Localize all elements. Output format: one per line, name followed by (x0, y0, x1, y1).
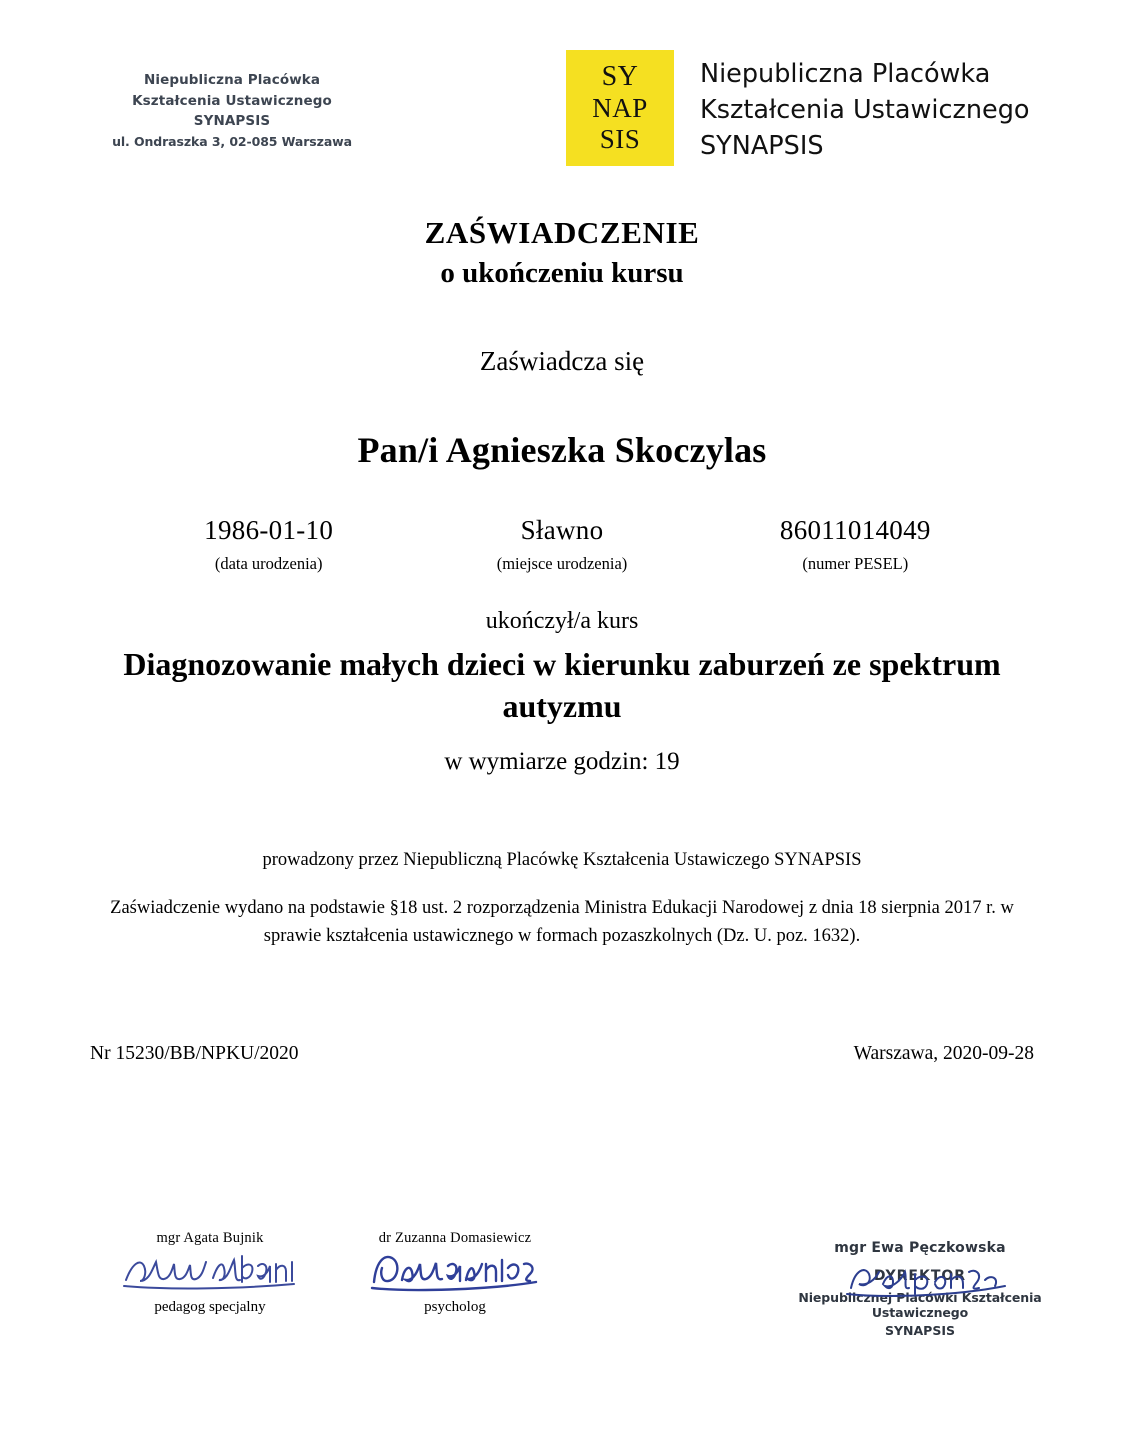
stamp-line-1: Niepubliczna Placówka (143, 72, 321, 88)
logo-mark-line-3: SIS (599, 124, 641, 154)
stamp-line-3: SYNAPSIS (193, 113, 271, 130)
signature-2-role: psycholog (424, 1299, 486, 1315)
document-number: Nr 15230/BB/NPKU/2020 (90, 1043, 299, 1064)
meta-birthplace-value: Sławno (520, 514, 604, 545)
logo-text-line-1: Niepubliczna Placówka (700, 59, 991, 89)
signature-1-handwriting (95, 1247, 325, 1293)
institution-stamp (112, 70, 352, 151)
course-hours: w wymiarze godzin: 19 (444, 747, 680, 775)
legal-basis-text: Zaświadczenie wydano na podstawie §18 ust. 2 rozporządzenia Ministra Edukacji Narodowej z dnia 18 sierpnia 2017 r. w sprawie kształcenia ustawicznego w formach pozaszkolnych (Dz. U. poz. 1632). (110, 897, 1014, 946)
recipient-name: Pan/i Agnieszka Skoczylas (357, 429, 767, 470)
logo-text-line-2: Kształcenia Ustawicznego (700, 95, 1030, 126)
place-and-date: Warszawa, 2020-09-28 (853, 1043, 1034, 1064)
certificate-body (0, 214, 1124, 950)
attest-text: Zaświadcza się (479, 345, 645, 376)
meta-birthdate-value: 1986-01-10 (204, 514, 334, 545)
synapsis-logo (566, 50, 1030, 166)
stamp-line-2: Kształcenia Ustawicznego (132, 92, 332, 109)
signature-block-1 (95, 1230, 325, 1316)
course-name: Diagnozowanie małych dzieci w kierunku zaburzeń ze spektrum autyzmu (123, 645, 1001, 725)
meta-birthdate-label: (data urodzenia) (214, 553, 323, 573)
meta-pesel-value: 86011014049 (779, 514, 931, 545)
document-footer (0, 1043, 1124, 1065)
signature-area (0, 1222, 1124, 1362)
signature-2-name: dr Zuzanna Domasiewicz (378, 1230, 532, 1246)
handwriting-icon (368, 1248, 543, 1292)
logo-text-line-3: SYNAPSIS (700, 131, 824, 162)
signature-2-handwriting (340, 1247, 570, 1293)
meta-birthplace (415, 515, 708, 574)
provider-text: prowadzony przez Niepubliczną Placówkę Kształcenia Ustawiczego SYNAPSIS (262, 849, 862, 870)
logo-mark-line-1: SY (601, 61, 639, 92)
stamp-address: ul. Ondraszka 3, 02-085 Warszawa (112, 133, 352, 149)
director-signature-handwriting (845, 1260, 1015, 1300)
logo-mark-line-2: NAP (592, 93, 648, 123)
meta-birthplace-label: (miejsce urodzenia) (496, 553, 628, 573)
document-header (0, 0, 1124, 200)
handwriting-icon (845, 1260, 1015, 1300)
recipient-meta-row (122, 515, 1002, 574)
meta-pesel (709, 515, 1002, 574)
meta-birthdate (122, 515, 415, 574)
page-title: ZAŚWIADCZENIE (424, 215, 700, 250)
logo-text (700, 50, 1030, 165)
director-org-line-2: SYNAPSIS (884, 1323, 955, 1338)
handwriting-icon (118, 1248, 303, 1292)
director-name: mgr Ewa Pęczkowska (834, 1240, 1006, 1256)
signature-block-2 (340, 1230, 570, 1316)
signature-1-name: mgr Agata Bujnik (156, 1230, 264, 1246)
director-title: DYREKTOR (873, 1268, 967, 1284)
director-org-line-1: Niepublicznej Placówki Kształcenia Ustawicznego (798, 1290, 1042, 1320)
page-subtitle: o ukończeniu kursu (440, 256, 684, 289)
logo-mark-icon (566, 50, 674, 166)
completed-text: ukończył/a kurs (485, 607, 639, 634)
signature-1-role: pedagog specjalny (154, 1299, 266, 1315)
meta-pesel-label: (numer PESEL) (802, 553, 909, 573)
